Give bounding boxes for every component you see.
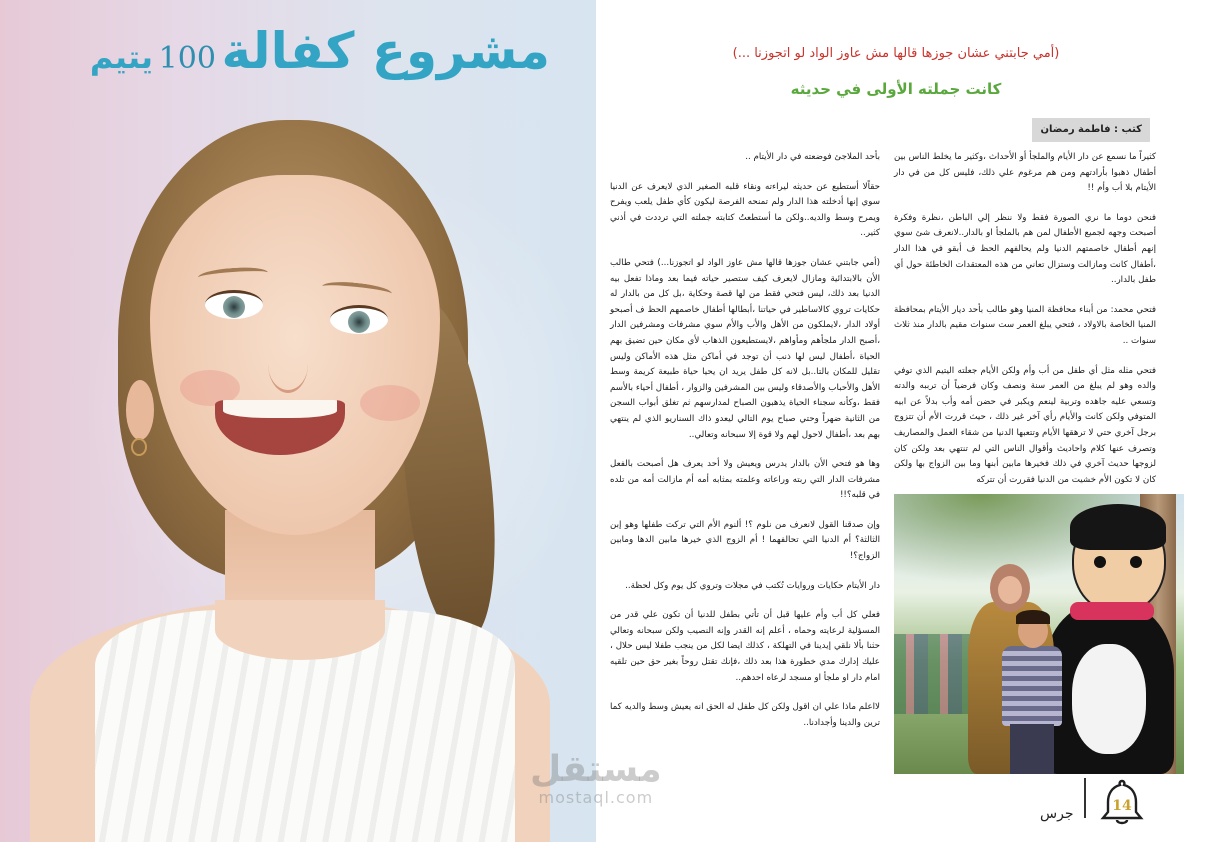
boy-legs — [1010, 724, 1054, 774]
girl-eye-right — [330, 305, 388, 334]
article-subtitle: كانت جملته الأولى في حديثه — [790, 80, 1002, 98]
text-column-left — [610, 150, 880, 745]
penguin-mascot-hair — [1070, 504, 1166, 550]
paragraph: وها هو فتحي الأن بالدار يدرس ويعيش ولا أحد يعرف هل أصبحت بالفعل مشرفات الدار التي ربته وراعاته وعلمته بمثابه أمه أم مازالت أمه من تلده في قلبه؟!! — [610, 459, 880, 501]
woman-face — [998, 576, 1022, 604]
title-rest: يتيم — [89, 38, 154, 76]
footer-divider — [1084, 778, 1086, 818]
page-number: 14 — [1112, 798, 1132, 814]
dress-neckline — [215, 600, 385, 660]
magazine-name: جرس — [1040, 806, 1074, 822]
watermark — [530, 749, 662, 807]
girl-nose — [268, 335, 308, 393]
girl-cheek-right — [360, 385, 420, 421]
author-byline: كتب : فاطمة رمضان — [1032, 118, 1150, 142]
paragraph: دار الأيتام حكايات وروايات تُكتب في مجلات وتروي كل يوم وكل لحظة.. — [625, 580, 880, 591]
mascot-scarf — [1070, 602, 1154, 620]
watermark-arabic: مستقل — [530, 749, 662, 790]
paragraph: كثيراً ما نسمع عن دار الأيام والملجأ أو الأحداث ،وكثير ما يخلط الناس بين أطفال ذهبوا بأرادتهم ومن هم مرغوم علي ذلك، فليس كل من في دار الأيتام بلا أب وأم !! — [894, 152, 1156, 194]
girl-earring — [131, 438, 147, 456]
girl-ear — [126, 380, 154, 440]
paragraph: لااعلم ماذا علي ان اقول ولكن كل طفل له الحق انه يعيش وسط والديه كما ترين والدينا وأجدادنا.. — [610, 702, 880, 728]
penguin-mascot-belly — [1072, 644, 1146, 754]
cover-photo-page — [0, 0, 596, 842]
boy-striped-shirt — [1002, 646, 1062, 726]
mascot-eye-right — [1130, 556, 1142, 568]
text-column-right — [894, 150, 1156, 502]
paragraph: وإن صدقنا القول لانعرف من نلوم ؟! ألنوم الأم التي تركت طفلها وهو إبن الثالثة؟ أم الدنيا التي تحالفهما ! أم الزوج الذي خيرها مابين الدها ومابين الزواج؟! — [610, 519, 880, 562]
watermark-latin: mostaql.com — [538, 788, 654, 807]
paragraph: (أمي جابتني عشان جوزها قالها مش عاوز الواد لو اتجوزنا...) فتحي طالب الأن بالابتدائية ومازال لايعرف كيف ستصير حياته فيما بعد وماذا تفعل بيه الدنيا بعد ذلك، ليس فتحي فقط من لها قصة وحكاية ،بل كل من بالدار له حكايات تروي كالاساطير في حياتنا ،أبطالها أطفال خاصمهم الحظ ف أصبحو أولاد الدار ،لايملكون من الأهل والأب والأم سوي مشرفات ومشرفين الدار ،أصبح الدار ملجأهم ومأواهم ،لايستطيعون الذهاب لأي مكان حين تضيق بهم الحياة ،أطفال ليس لها ذنب أن توجد في أماكن مثل هذه الأماكن وليس تقليل للمكان بالتا..بل لانه كل طفل يريد ان يحيا حياة طبيعة كريمة وسط الأهل والأحباب والأصدقاء وليس بين المشرفين والزوار ، أطفال أحياء بالأسم فقط ،وكأنه سجناء الحياة يذهبون الصباح لمدارسهم ثم تغلق أبواب السجن من الثانية ضهراً وحتي صباح يوم التالي ليعدو ذاك السناريو الذي لم ينتهي بهم بعد ،أطفال لاحول لهم ولا قوة إلا سبحانه وتعالي.. — [610, 257, 880, 440]
article-page — [596, 0, 1214, 842]
paragraph: فتحي محمد: من أبناء محافظة المنيا وهو طالب بأحد ديار الأيتام بمحافظة المنيا الخاصة بالاولاد ، فتحي يبلغ العمر ست سنوات مقيم بالدار منذ ثلاث سنوات .. — [894, 304, 1156, 346]
title-number: 100 — [158, 41, 216, 76]
paragraph: فنحن دوما ما نري الصورة فقط ولا ننظر إلي الباطن ،نظرة وفكرة أصبحت وجهه لجميع الأطفال لمن هم بالملجأ او بالدار..لانعرف شئ سوي إنهم أطفال خاصمتهم الدنيا ولم يحالفهم الحظ ف أبقو في هذا الدار ،أطفال كانت ومازالت وستزال تعاني من هذه المعتقدات الخاطئة حول أي طفل بالدار.. — [894, 212, 1156, 286]
mascot-eye-left — [1094, 556, 1106, 568]
paragraph: فعلي كل أب وأم عليها قبل أن تأتي بطفل للدنيا أن تكون علي قدر من المسؤلية لرعايته وحماه ، أعلم إنه القدر وإنه النصيب ولكن سبحانه وتعالي حثنا بألا نلقي إيدينا في التهلكة ، كذلك ايضا لكل من ينجب طفلا ليس حلال ، عليك إدارك مدي خطورة هذا بعد ذلك ،فإنك تقتل روحاً بغير حق حين تلقيه امام دار او ملجأ او مسجد لرعاه احدهم.. — [610, 610, 880, 683]
paragraph: بأحد الملاجئ فوضعته في دار الأيتام .. — [745, 152, 880, 162]
title-main: مشروع كفالة — [221, 22, 550, 80]
paragraph: حقاًلا أستطيع عن حديثه ليراءته ونقاء قلبه الصغير الذي لايعرف عن الدنيا سوي إنها أدخلته هذا الدار ولم تمنحه الفرصة ليكون كأي طفل يلعب ويفرح ويمرح وسط والديه..ولكن ما أستطعتُ كتابته جملته التي ترددت في أذني كثير.. — [610, 181, 880, 239]
boy-hair — [1016, 610, 1050, 624]
project-title — [60, 22, 550, 80]
paragraph: فتحي مثله مثل أي طفل من أب وأم ولكن الأيام جعلته اليتيم الذي توفي والده وهو لم يبلغ من العمر سنة ونصف وكان فرضياً أن ترببه والدته وتسعي عليه جاهده وتربية لينعم ويكبر في حضن أمه وأب بدلاً عن ابيه المتوفي ولكن كانت والأيام رأي آخر غير ذلك ، حيث قررت الأم أن تتزوج برجل آخري حتي لا ترهقها الأيام وتتعبها الدنيا من شقاء العمل والمصاريف وتصرف عنها كلام واحاديث وأقوال الناس التي لم تنتهي بعد ولكن كان لزوجها حديث آخري في ذلك فخيرها مابين أبنها وما بين الزواج بها ولكن كان لا تكون الأم خشيت من الدنيا فقررت أن تتركه — [894, 365, 1156, 485]
article-quote: (أمي جابتني عشان جوزها قالها مش عاوز الواد لو اتجوزنا ...) — [732, 46, 1060, 61]
girl-eye-left — [205, 290, 263, 319]
article-photo — [894, 494, 1184, 774]
